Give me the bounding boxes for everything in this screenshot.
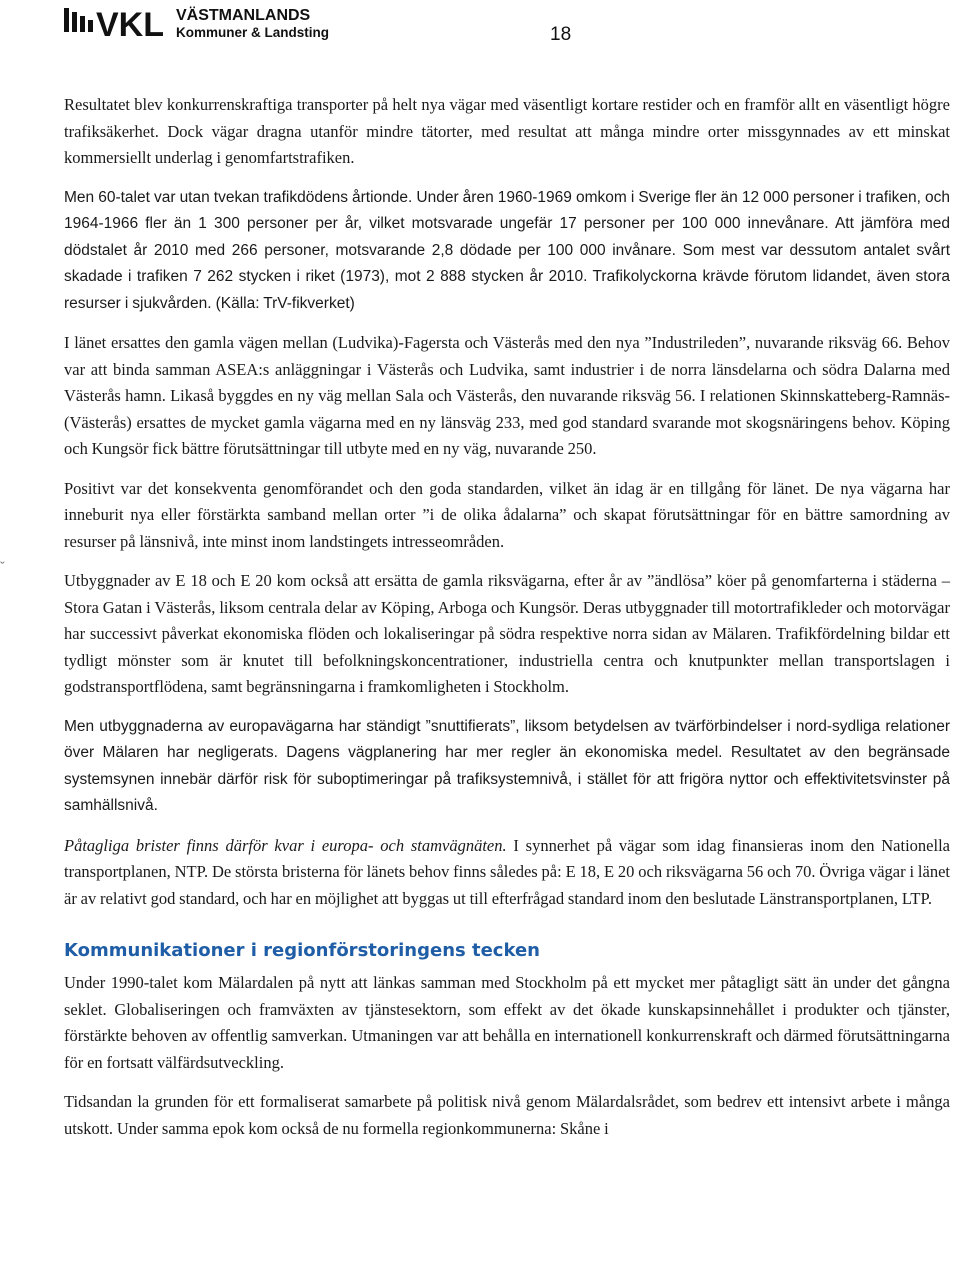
logo-line2: Kommuner & Landsting	[176, 25, 330, 40]
paragraph-2-sentence-2: Under åren 1960-1969 omkom i Sverige fler än 12 000 personer i trafiken, och 1964-1966 fler än 1 300 personer per år, vilket motsvarade ungefär 17 personer per 100 000 innevånare.	[64, 188, 950, 232]
paragraph-3: I länet ersattes den gamla vägen mellan (Ludvika)-Fagersta och Västerås med den nya ”Industrileden”, nuvarande riksväg 66. Behov var att binda samman ASEA:s anläggningar i Västerås och Ludvika, samt industrier i de norra länsdelarna och södra Dalarna med Västerås hamn. Likaså byggdes en ny väg mellan Sala och Västerås, den nuvarande riksväg 56. I relationen Skinnskatteberg-Ramnäs-(Västerås) ersattes de mycket gamla vägarna med en ny länsväg 233, med god standard svarande mot skogsnäringens behov. Köping och Kungsör fick bättre förutsättningar till utbyte med en ny väg, nuvarande 250.	[64, 333, 950, 458]
page-header	[64, 4, 924, 54]
paragraph-9: Tidsandan la grunden för ett formaliserat samarbete på politisk nivå genom Mälardalsrådet, som bedrev ett intensivt arbete i många utskott. Under samma epok kom också de nu formella regionkommunerna: Skåne i	[64, 1092, 950, 1138]
paragraph-2	[64, 185, 950, 318]
paragraph-7-rest: I synnerhet på vägar som idag finansieras inom den Nationella transportplanen, NTP. De största bristerna för länets behov finns således på: E 18, E 20 och riksvägarna 56 och 70. Övriga vägar i länet är av relativt god standard, och har en möjlighet att byggas ut till efterfrågad standard inom den beslutade Länstransportplanen, LTP.	[64, 835, 950, 908]
paragraph-6: Men utbyggnaderna av europavägarna har ständigt ”snuttifierats”, liksom betydelsen av tvärförbindelser i nord-sydliga relationer över Mälaren har negligerats. Dagens vägplanering har mer regler än ekonomiska medel. Resultatet av den begränsade systemsynen innebär därför risk för suboptimeringar på trafiksystemnivå, i stället för att frigöra nyttor och effektivitetsvinster på samhällsnivå.	[64, 717, 950, 814]
paragraph-2-sentence-4: Som mest var dessutom antalet svårt skadade i trafiken 7 262 stycken i riket (1973), mot 2 888 stycken år 2010. Trafikolyckorna krävde förutom lidandet, även stora resurser i sjukvården. (Källa: TrV-fikverket)	[64, 241, 951, 312]
document-body	[64, 92, 950, 1155]
paragraph-5: Utbyggnader av E 18 och E 20 kom också att ersätta de gamla riksvägarna, efter år av ”ändlösa” köer på genomfarterna i städerna – Stora Gatan i Västerås, liksom centrala delar av Köping, Arboga och Kungsör. Deras utbyggnader till motortrafikleder och motorvägar har successivt påverkat ekonomiska flöden och lokaliseringar på södra respektive norra sidan av Mälaren. Trafikfördelning bildar ett tydligt mönster som är knutet till befolkningskoncentrationer, industriella centra och knutpunkter mellan transportslagen i godstransportflödena, samt begränsningarna i framkomligheten i Stockholm.	[64, 571, 950, 696]
paragraph-7-italic: Påtagliga brister finns därför kvar i europa- och stamvägnäten.	[64, 835, 507, 855]
vkl-logo	[64, 4, 334, 48]
logo-prefix: VKL	[96, 6, 164, 44]
paragraph-8: Under 1990-talet kom Mälardalen på nytt att länkas samman med Stockholm på ett mycket mer påtagligt sätt än under det gångna seklet. Globaliseringen och framväxten av tjänstesektorn, som effekt av det ökade kunskapsinnehållet i produkter och tjänster, förstärkte behoven av offentlig samverkan. Utmaningen var att behålla en internationell konkurrenskraft och därmed förutsättningarna för en fortsatt välfärdsutveckling.	[64, 973, 950, 1072]
paragraph-7	[64, 833, 950, 913]
paragraph-2-sentence-3: Att jämföra med dödstalet år 2010 med 266 personer, motsvarande 2,8 dödade per 100 000 invånare.	[64, 215, 951, 259]
paragraph-4: Positivt var det konsekventa genomförandet och den goda standarden, vilket än idag är en tillgång för länet. De nya vägarna har inneburit nya eller förstärkta samband mellan orter ”i de olika ådalarna” och skapat förutsättningar för en bättre samordning av resurser på länsnivå, inte minst inom landstingets intresseområden.	[64, 478, 950, 551]
logo-line1: VÄSTMANLANDS	[176, 7, 311, 24]
paragraph-1: Resultatet blev konkurrenskraftiga transporter på helt nya vägar med väsentligt kortare restider och en framför allt en väsentligt högre trafiksäkerhet. Dock vägar dragna utanför mindre tätorter, med resultat att många mindre orter missgynnades av ett minskat kommersiellt underlag i genomfartstrafiken.	[64, 95, 950, 167]
page-number: 18	[550, 24, 572, 45]
paragraph-2-sentence-1: Men 60-talet var utan tvekan trafikdödens årtionde.	[64, 188, 413, 206]
section-heading: Kommunikationer i regionförstoringens tecken	[64, 940, 540, 961]
margin-mark: ˇ	[0, 560, 5, 575]
